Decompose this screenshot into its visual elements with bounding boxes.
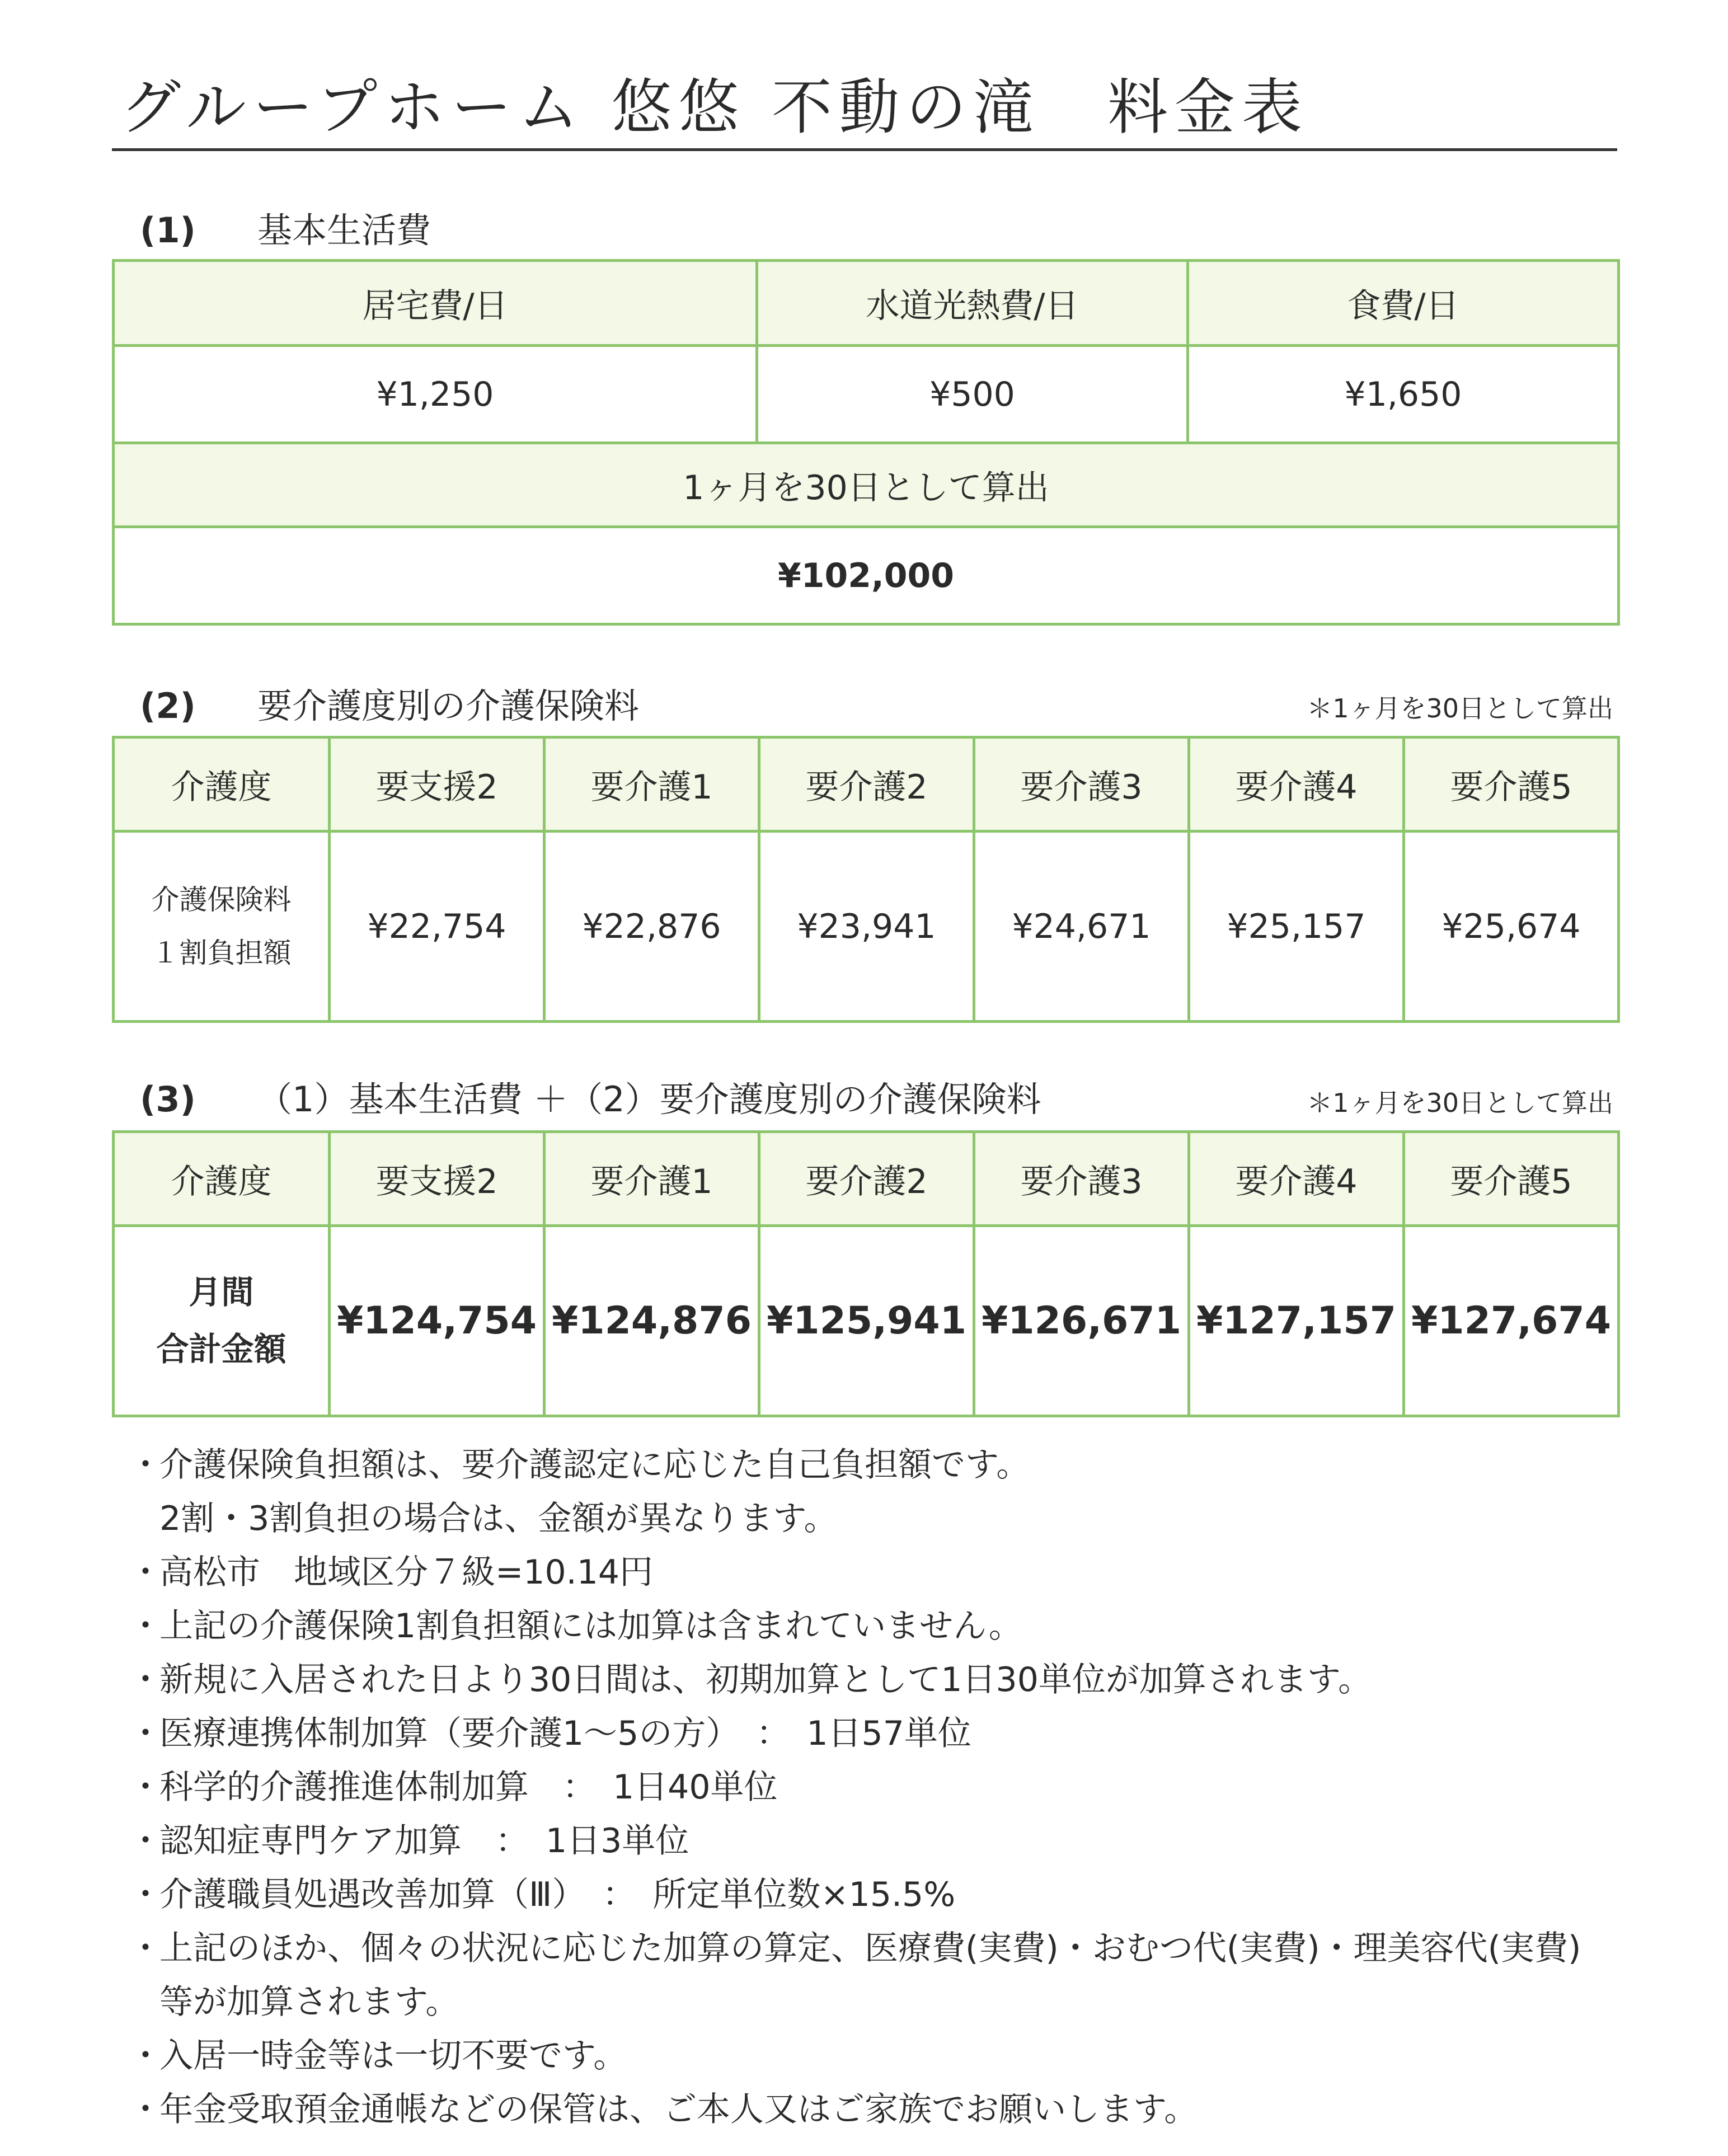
- header-food: 食費/日: [1188, 261, 1619, 346]
- section3-note: ＊1ヶ月を30日として算出: [1307, 1088, 1613, 1118]
- note-continuation: 2割・3割負担の場合は、金額が異なります。: [159, 1499, 838, 1538]
- bullet: ・: [129, 1929, 162, 1968]
- total-value: ¥127,157: [1189, 1226, 1404, 1416]
- monthly-total-table: [112, 1130, 1620, 1417]
- section1-heading: [140, 203, 431, 252]
- total-value: ¥125,941: [759, 1226, 974, 1416]
- insurance-value: ¥24,671: [974, 832, 1189, 1022]
- note-item: [129, 1707, 1640, 1760]
- bullet: ・: [129, 1714, 162, 1753]
- notes-list: [129, 1438, 1640, 2136]
- note-item: [129, 2083, 1640, 2136]
- bullet: ・: [129, 1445, 162, 1485]
- level-header: 要介護4: [1189, 738, 1404, 832]
- bullet: ・: [129, 1821, 162, 1861]
- note-item: [129, 2029, 1640, 2083]
- total-value: ¥124,876: [544, 1226, 759, 1416]
- value-food: ¥1,650: [1188, 346, 1619, 443]
- note-item: [129, 1653, 1640, 1707]
- calc-basis-label: 1ヶ月を30日として算出: [114, 443, 1619, 527]
- level-header: 要介護1: [544, 738, 759, 832]
- level-header: 要介護2: [759, 1132, 974, 1226]
- level-header: 要支援2: [330, 1132, 544, 1226]
- bullet: ・: [129, 1660, 162, 1699]
- level-header: 要介護3: [974, 1132, 1189, 1226]
- bullet: ・: [129, 2036, 162, 2075]
- header-housing: 居宅費/日: [114, 261, 757, 346]
- note-text: 年金受取預金通帳などの保管は、ご本人又はご家族でお願いします。: [159, 2090, 1198, 2129]
- note-text: 介護保険負担額は、要介護認定に応じた自己負担額です。: [159, 1445, 1030, 1485]
- value-utilities: ¥500: [757, 346, 1188, 443]
- note-item: [129, 1438, 1640, 1492]
- note-item: [129, 1760, 1640, 1814]
- header-utilities: 水道光熱費/日: [757, 261, 1188, 346]
- total-value: ¥126,671: [974, 1226, 1189, 1416]
- level-header: 要介護4: [1189, 1132, 1404, 1226]
- section2-heading: [140, 678, 639, 728]
- bullet: ・: [129, 1768, 162, 1807]
- insurance-value: ¥22,754: [330, 832, 544, 1022]
- value-housing: ¥1,250: [114, 346, 757, 443]
- level-header: 要介護2: [759, 738, 974, 832]
- section2-note: ＊1ヶ月を30日として算出: [1307, 693, 1613, 724]
- section3-heading: [140, 1072, 1041, 1121]
- note-item: [129, 1599, 1640, 1653]
- section1-title: 基本生活費: [257, 210, 431, 251]
- title-divider: [112, 148, 1617, 151]
- total-value: ¥124,754: [330, 1226, 544, 1416]
- note-item: [129, 1814, 1640, 1868]
- note-text: 入居一時金等は一切不要です。: [159, 2036, 627, 2075]
- level-header: 要介護3: [974, 738, 1189, 832]
- note-text: 新規に入居された日より30日間は、初期加算として1日30単位が加算されます。: [159, 1660, 1372, 1699]
- level-header: 要介護5: [1404, 1132, 1619, 1226]
- section2-number: (2): [140, 685, 196, 726]
- insurance-value: ¥23,941: [759, 832, 974, 1022]
- note-item: [129, 1868, 1640, 1922]
- insurance-fee-table: [112, 736, 1620, 1023]
- monthly-basic-total: ¥102,000: [114, 527, 1619, 624]
- care-level-header: 介護度: [114, 1132, 330, 1226]
- note-item: [129, 1922, 1640, 1975]
- total-row-label: [114, 1226, 330, 1416]
- note-text: 科学的介護推進体制加算 ： 1日40単位: [159, 1768, 778, 1807]
- insurance-value: ¥25,157: [1189, 832, 1404, 1022]
- section3-title: （1）基本生活費 ＋（2）要介護度別の介護保険料: [257, 1079, 1041, 1120]
- total-row-label-line1: 月間: [189, 1273, 254, 1311]
- bullet: ・: [129, 2090, 162, 2129]
- section1-number: (1): [140, 210, 196, 251]
- section2-title: 要介護度別の介護保険料: [257, 685, 640, 726]
- total-row-label-line2: 合計金額: [156, 1330, 287, 1368]
- note-text: 医療連携体制加算（要介護1～5の方） ： 1日57単位: [159, 1714, 971, 1753]
- note-continuation: 等が加算されます。: [159, 1983, 459, 2022]
- care-level-header: 介護度: [114, 738, 330, 832]
- insurance-value: ¥22,876: [544, 832, 759, 1022]
- bullet: ・: [129, 1553, 162, 1592]
- section3-number: (3): [140, 1079, 196, 1120]
- note-text: 認知症専門ケア加算 ： 1日3単位: [159, 1821, 689, 1861]
- note-text: 高松市 地域区分７級=10.14円: [159, 1553, 654, 1592]
- bullet: ・: [129, 1607, 162, 1646]
- level-header: 要支援2: [330, 738, 544, 832]
- note-text: 上記の介護保険1割負担額には加算は含まれていません。: [159, 1607, 1022, 1646]
- insurance-row-label: [114, 832, 330, 1022]
- note-text: 上記のほか、個々の状況に応じた加算の算定、医療費(実費)・おむつ代(実費)・理美容代(実費): [159, 1929, 1581, 1968]
- basic-cost-table: [112, 259, 1620, 626]
- insurance-row-label-line2: １割負担額: [151, 936, 292, 969]
- bullet: ・: [129, 1875, 162, 1914]
- level-header: 要介護5: [1404, 738, 1619, 832]
- note-item: [129, 1546, 1640, 1599]
- level-header: 要介護1: [544, 1132, 759, 1226]
- insurance-value: ¥25,674: [1404, 832, 1619, 1022]
- total-value: ¥127,674: [1404, 1226, 1619, 1416]
- note-text: 介護職員処遇改善加算（Ⅲ） ： 所定単位数×15.5%: [159, 1875, 956, 1914]
- page-title: グループホーム 悠悠 不動の滝 料金表: [120, 73, 1309, 143]
- insurance-row-label-line1: 介護保険料: [151, 883, 292, 916]
